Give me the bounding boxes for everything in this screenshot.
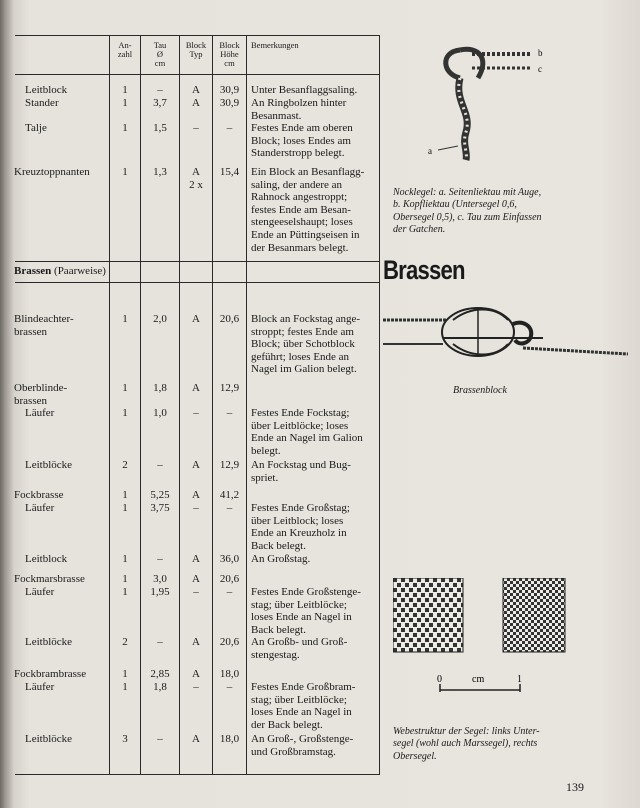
col-sep-3 [179,35,180,774]
row-hoehe: 18,0 [219,668,240,680]
row-name: Läufer [25,681,55,693]
row-typ: A [192,668,200,680]
row-tau: 1,8 [153,681,167,693]
row-anzahl: 1 [122,382,128,394]
row-anzahl: 2 [122,636,128,648]
row-hoehe: 30,9 [219,84,240,96]
row-remark: An Groß-, Großstenge- und Großbramstag. [251,733,354,758]
row-tau: – [157,733,163,745]
row-typ: A [192,573,200,585]
row-remark: An Fockstag und Bug- spriet. [251,459,351,484]
row-tau: 3,75 [150,502,170,514]
row-tau: 1,5 [153,122,167,134]
row-typ: A [192,97,200,109]
scale-unit: cm [472,674,485,685]
row-name: Läufer [25,586,55,598]
knot-label-c: c [538,64,542,74]
row-name: Läufer [25,502,55,514]
knot-label-a: a [428,146,432,156]
row-typ: A 2 x [189,166,203,191]
row-tau: – [157,459,163,471]
table-right-rule [379,35,380,775]
row-typ: – [193,586,199,598]
row-name: Leitblock [25,84,68,96]
row-hoehe: – [226,502,233,514]
row-name: Stander [25,97,59,109]
row-hoehe: 12,9 [219,382,240,394]
brassenblock-caption: Brassenblock [453,385,507,396]
col-sep-5 [246,35,247,774]
row-typ: – [193,122,199,134]
row-name: Kreuztoppnanten [14,166,90,178]
row-anzahl: 1 [122,166,128,178]
row-typ: A [192,553,200,565]
row-tau: – [157,636,163,648]
row-anzahl: 1 [122,407,128,419]
row-tau: 2,85 [150,668,170,680]
scale-bar [432,672,532,696]
row-remark: Festes Ende Großbram- stag; über Leitblöcke; loses Ende an Nagel in der Back belegt. [251,681,356,731]
knot-label-b: b [538,48,543,58]
header-block-hoehe: Block Höhe cm [219,40,240,68]
row-name: Fockbrambrasse [14,668,87,680]
weave-caption: Webestruktur der Segel: links Unter- segel (wohl auch Marssegel), rechts Obersegel. [393,726,540,762]
row-hoehe: 36,0 [219,553,240,565]
header-bemerkungen: Bemerkungen [251,40,299,50]
scale-zero: 0 [437,674,442,685]
row-remark: An Ringbolzen hinter Besanmast. [251,97,347,122]
brassen-heading: Brassen [383,255,465,285]
row-anzahl: 1 [122,586,128,598]
row-hoehe: 20,6 [219,573,240,585]
row-anzahl: 1 [122,553,128,565]
row-tau: 1,3 [153,166,167,178]
row-hoehe: 41,2 [219,489,240,501]
row-remark: Unter Besanflaggsaling. [251,84,358,96]
knot-caption: Nocklegel: a. Seitenliektau mit Auge, b. Kopfliektau (Untersegel 0,6, Obersegel 0,5), c. Tau zum Einfassen der Gatchen. [393,187,542,236]
row-name: Talje [25,122,47,134]
row-typ: A [192,382,200,394]
row-hoehe: 15,4 [219,166,240,178]
row-name: Leitblock [25,553,68,565]
row-anzahl: 1 [122,502,128,514]
row-hoehe: 18,0 [219,733,240,745]
row-typ: – [193,502,199,514]
row-hoehe: – [226,407,233,419]
row-typ: – [193,407,199,419]
row-remark: Festes Ende am oberen Block; loses Endes am Standerstropp belegt. [251,122,353,160]
table-top-rule [15,35,380,36]
row-anzahl: 1 [122,489,128,501]
row-typ: A [192,489,200,501]
page-number: 139 [566,780,584,794]
row-hoehe: – [226,122,233,134]
row-anzahl: 1 [122,97,128,109]
row-anzahl: 1 [122,681,128,693]
row-remark: Festes Ende Großstenge- stag; über Leitblöcke; loses Ende an Nagel in Back belegt. [251,586,361,636]
row-tau: – [157,84,163,96]
row-hoehe: – [226,681,233,693]
row-tau: 3,0 [153,573,167,585]
row-anzahl: 3 [122,733,128,745]
header-anzahl: An- zahl [117,40,133,59]
row-tau: 1,0 [153,407,167,419]
row-typ: – [193,681,199,693]
weave-illustration [393,578,603,656]
row-name: Oberblinde- brassen [14,382,68,407]
row-tau: 1,8 [153,382,167,394]
section-title-main: Brassen [14,265,52,277]
row-tau: – [157,553,163,565]
row-tau: 5,25 [150,489,170,501]
row-name: Blindeachter- brassen [14,313,74,338]
row-typ: A [192,459,200,471]
col-sep-2 [140,35,141,774]
row-hoehe: – [226,586,233,598]
table-bottom-rule [15,774,380,775]
row-name: Fockmarsbrasse [14,573,85,585]
row-remark: Festes Ende Fockstag; über Leitblöcke; loses Ende an Nagel im Galion belegt. [251,407,363,457]
row-typ: A [192,733,200,745]
header-tau: Tau Ø cm [153,40,167,68]
row-typ: A [192,313,200,325]
row-name: Leitblöcke [25,733,73,745]
row-anzahl: 1 [122,573,128,585]
section-title-note: (Paarweise) [54,265,106,277]
row-tau: 1,95 [150,586,170,598]
row-remark: Festes Ende Großstag; über Leitblock; loses Ende an Kreuzholz in Back belegt. [251,502,350,552]
brassenblock-illustration [383,300,628,370]
nocklegel-illustration [420,32,560,162]
row-anzahl: 1 [122,313,128,325]
row-tau: 3,7 [153,97,167,109]
table-header-rule [15,74,380,75]
row-hoehe: 20,6 [219,636,240,648]
col-sep-1 [109,35,110,774]
row-remark: An Großb- und Groß- stengestag. [251,636,348,661]
row-name: Leitblöcke [25,459,73,471]
section-rule-bottom [15,282,380,283]
row-name: Leitblöcke [25,636,73,648]
row-tau: 2,0 [153,313,167,325]
section-title [14,265,106,277]
row-anzahl: 1 [122,122,128,134]
row-remark: Ein Block an Besanflagg- saling, der andere an Rahnock angestroppt; festes Ende am Besan- stengeeselshaupt; loses Ende an Püttingseisen in der Besanmars belegt. [251,166,365,254]
row-hoehe: 12,9 [219,459,240,471]
row-hoehe: 30,9 [219,97,240,109]
row-remark: Block an Fockstag ange- stroppt; festes Ende am Block; über Schotblock geführt; loses Ende an Nagel im Galion belegt. [251,313,361,376]
row-anzahl: 1 [122,668,128,680]
row-anzahl: 1 [122,84,128,96]
row-name: Läufer [25,407,55,419]
section-rule-top [15,261,380,262]
row-typ: A [192,84,200,96]
row-hoehe: 20,6 [219,313,240,325]
row-anzahl: 2 [122,459,128,471]
row-remark: An Großstag. [251,553,311,565]
row-typ: A [192,636,200,648]
col-sep-4 [212,35,213,774]
scale-one: 1 [517,674,522,685]
row-name: Fockbrasse [14,489,64,501]
header-block-typ: Block Typ [185,40,207,59]
